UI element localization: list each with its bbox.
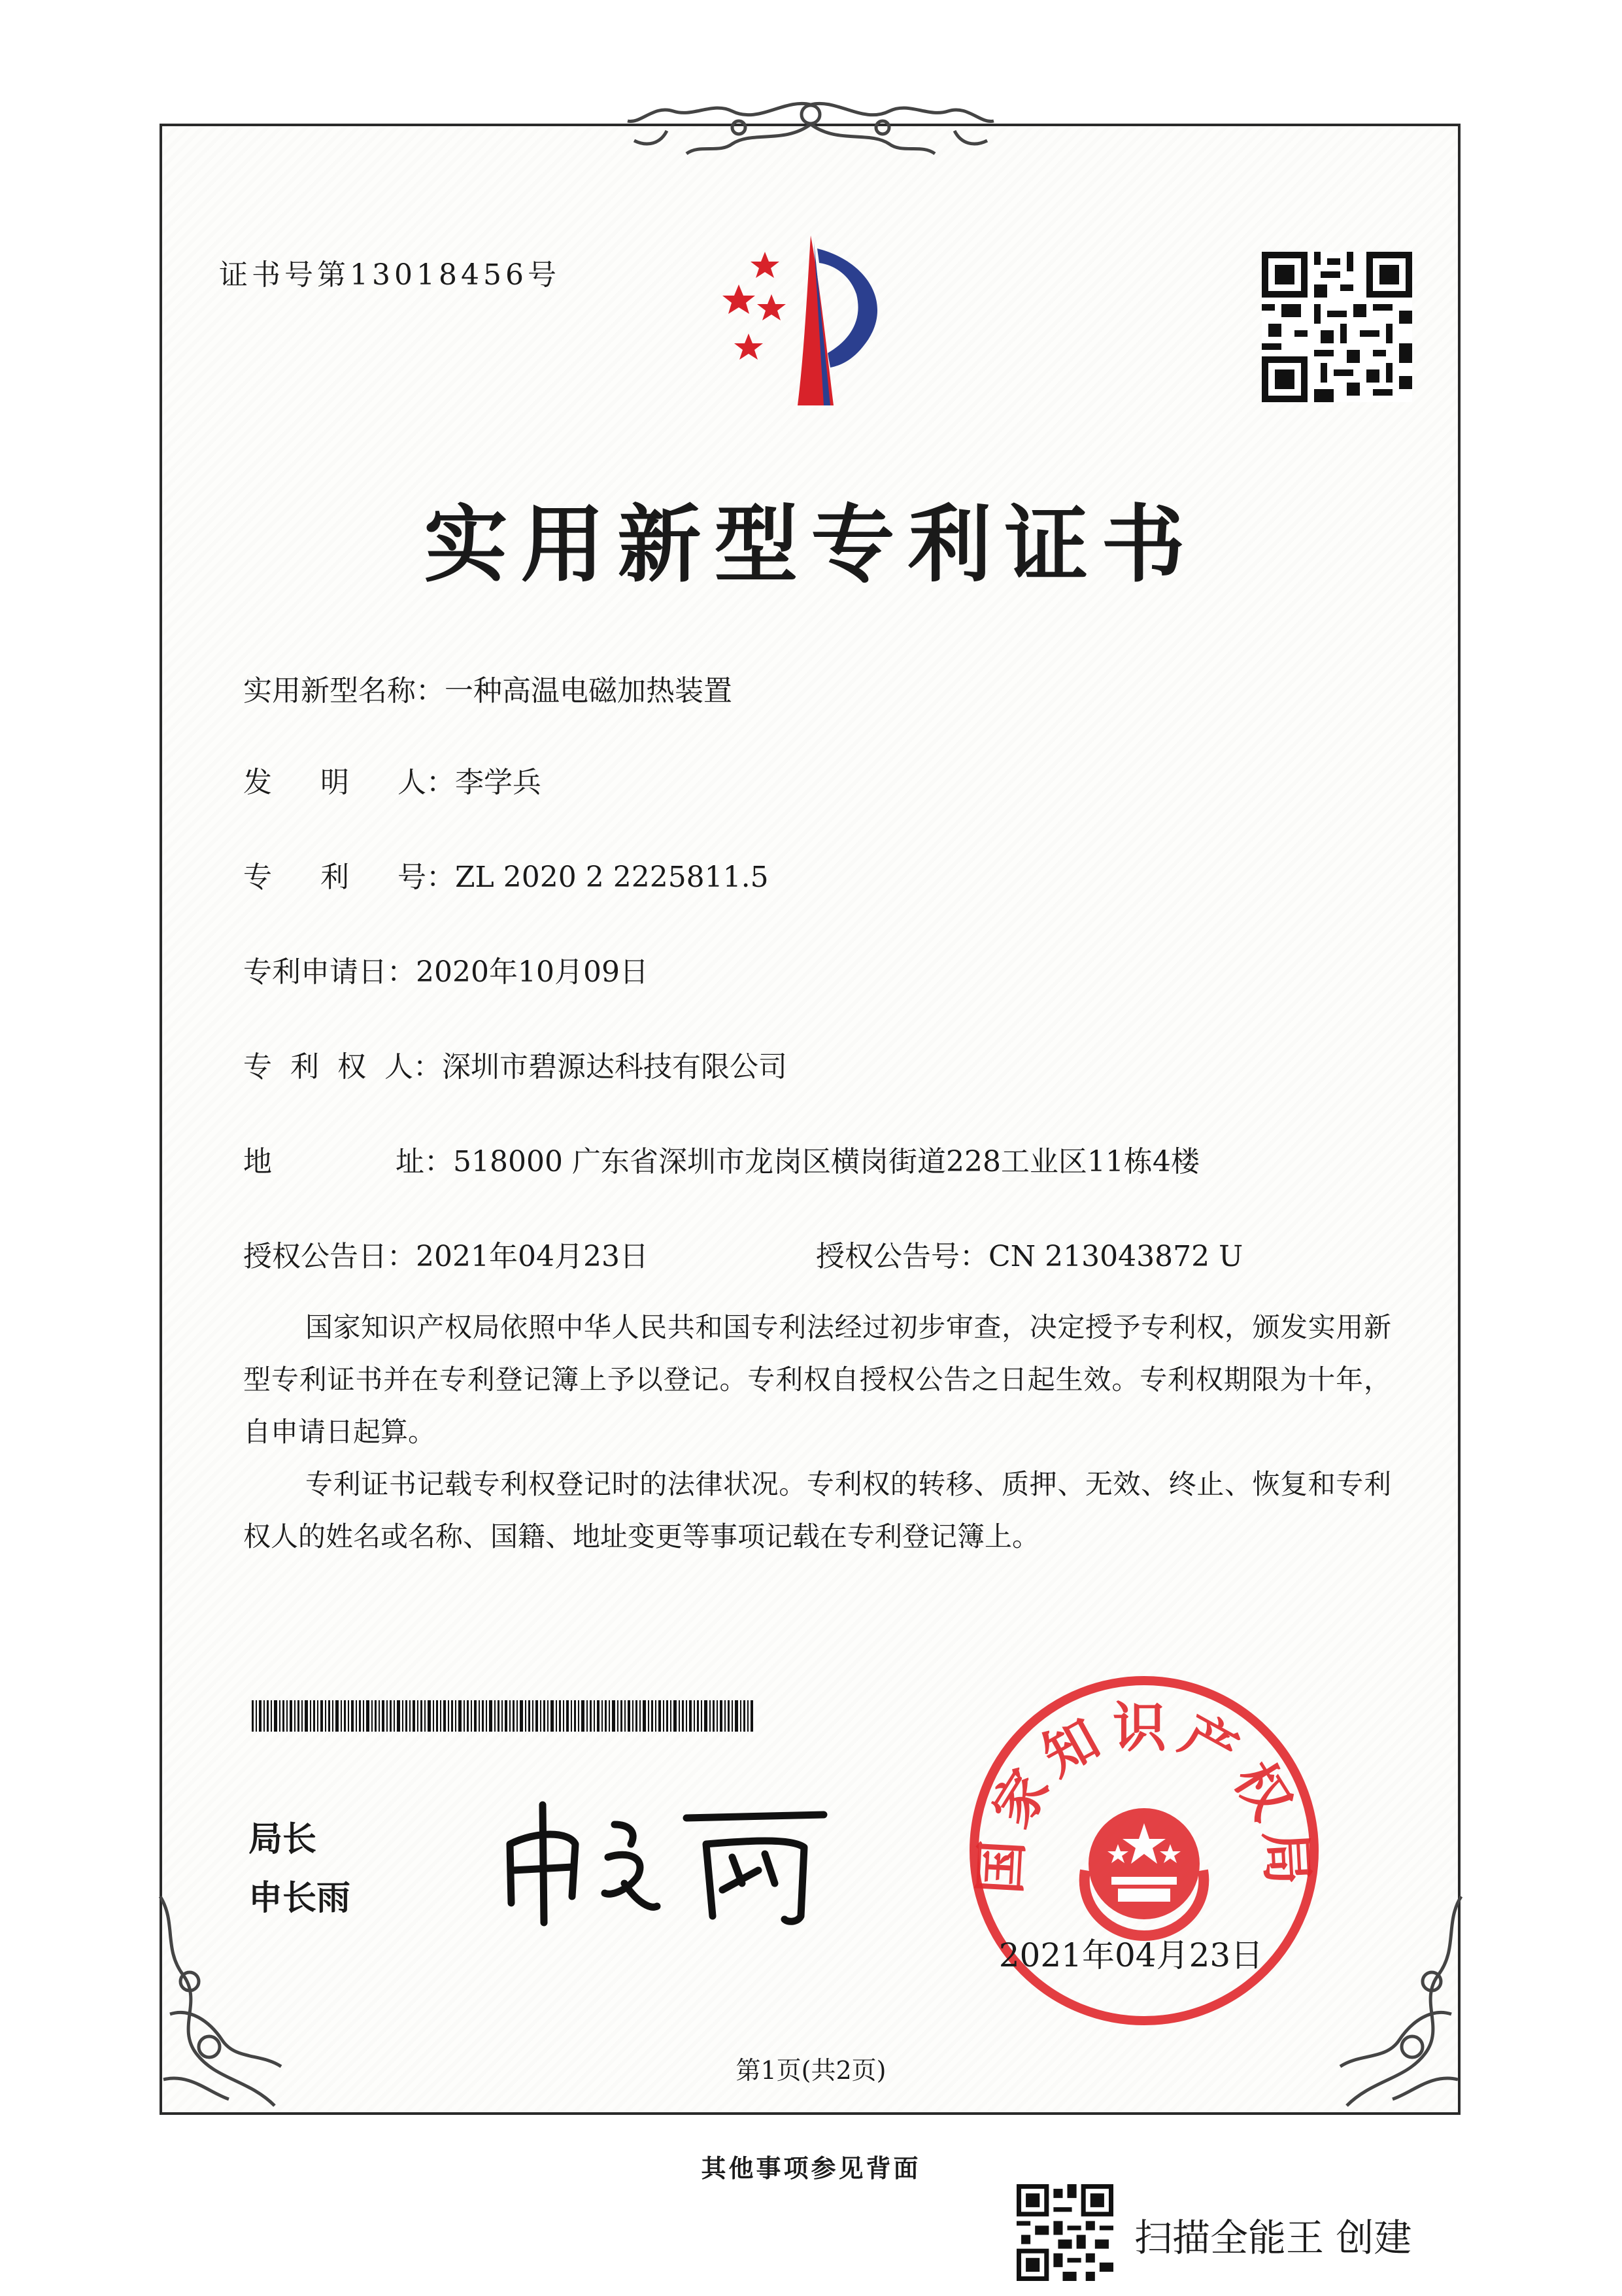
scanner-app-label: 扫描全能王 创建 — [1134, 2216, 1412, 2260]
certificate-qr-code-icon — [1262, 252, 1412, 402]
scanner-qr-code-icon — [1017, 2184, 1113, 2281]
field-patentee — [243, 1043, 787, 1085]
official-seal — [961, 1668, 1327, 2034]
field-address — [243, 1138, 1200, 1180]
back-side-note: 其他事项参见背面 — [701, 2153, 921, 2183]
certificate-body — [243, 1301, 1391, 1563]
page-number: 第1页(共2页) — [735, 2056, 887, 2085]
top-ornament — [588, 85, 1033, 177]
field-filing-date — [243, 948, 649, 990]
field-grant-date — [243, 1233, 649, 1275]
field-inventor — [243, 759, 541, 800]
director-name: 申长雨 — [248, 1879, 351, 1918]
seal-text: 国家知识产权局 — [969, 1697, 1319, 1896]
field-value: 深圳市碧源达科技有限公司 — [441, 1050, 787, 1084]
cnipa-emblem-icon — [700, 222, 935, 419]
field-value: ZL 2020 2 2225811.5 — [454, 861, 769, 894]
body-paragraph: 专利证书记载专利权登记时的法律状况。专利权的转移、质押、无效、终止、恢复和专利权人的姓名或名称、国籍、地址变更等事项记载在专利登记簿上。 — [243, 1468, 1391, 1552]
bottom-left-ornament — [150, 1883, 301, 2132]
field-value: 一种高温电磁加热装置 — [445, 674, 732, 708]
field-label: 授权公告号： — [816, 1240, 988, 1273]
field-utility-model-name — [243, 667, 732, 709]
barcode-icon — [252, 1700, 755, 1732]
field-label: 专 利 号： — [243, 861, 455, 894]
field-label: 专利申请日： — [243, 955, 416, 989]
seal-date: 2021年04月23日 — [998, 1936, 1264, 1974]
field-label: 地 址： — [243, 1145, 453, 1178]
handwritten-signature — [497, 1785, 837, 1929]
bottom-right-ornament — [1321, 1883, 1471, 2132]
field-value: CN 213043872 U — [988, 1240, 1243, 1273]
field-value: 2020年10月09日 — [416, 955, 649, 989]
field-value: 2021年04月23日 — [416, 1240, 649, 1273]
body-paragraph: 国家知识产权局依照中华人民共和国专利法经过初步审查，决定授予专利权，颁发实用新型专利证书并在专利登记簿上予以登记。专利权自授权公告之日起生效。专利权期限为十年，自申请日起算。 — [243, 1311, 1391, 1448]
field-label: 实用新型名称： — [243, 674, 445, 708]
certificate-title: 实用新型专利证书 — [424, 496, 1198, 594]
field-label: 授权公告日： — [243, 1240, 416, 1273]
field-label: 专 利 权 人： — [243, 1050, 442, 1084]
field-patent-number — [243, 853, 769, 895]
director-title: 局长 — [248, 1820, 317, 1859]
field-value: 518000 广东省深圳市龙岗区横岗街道228工业区11栋4楼 — [453, 1145, 1200, 1178]
certificate-number: 证书号第13018456号 — [219, 258, 560, 292]
field-value: 李学兵 — [454, 766, 541, 799]
field-grant-number — [816, 1233, 1243, 1275]
field-label: 发 明 人： — [243, 766, 455, 799]
